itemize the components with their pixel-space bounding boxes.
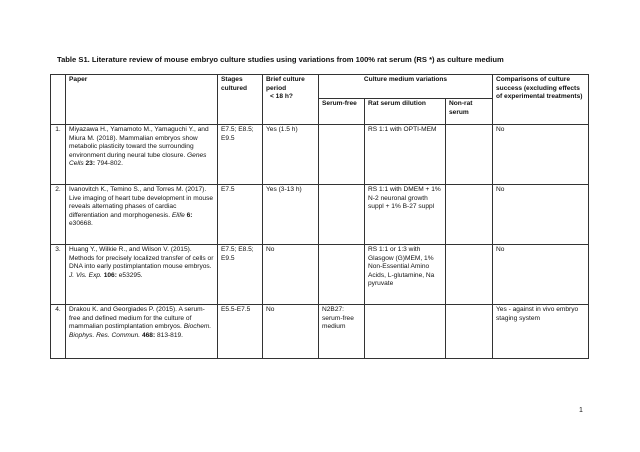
row-comparison: No: [493, 245, 589, 305]
row-non-rat: [446, 125, 493, 185]
paper-journal: J. Vis. Exp.: [69, 271, 102, 279]
row-serum-free: N2B27: serum-free medium: [319, 305, 365, 359]
header-brief-sub: < 18 h?: [270, 93, 293, 101]
row-stages: E7.5: [218, 185, 263, 245]
row-non-rat: [446, 245, 493, 305]
table-title: Table S1. Literature review of mouse embryo culture studies using variations from 100% rat serum (RS *) as culture medium: [57, 55, 504, 64]
row-non-rat: [446, 185, 493, 245]
header-stages: Stages cultured: [218, 75, 263, 125]
row-stages: E7.5; E8.5; E9.5: [218, 245, 263, 305]
row-number: 1.: [51, 125, 66, 185]
header-brief-label: Brief culture period: [266, 76, 305, 92]
paper-citation: Huang Y., Wilkie R., and Wilson V. (2015). Methods for precisely localized transfer of cells or DNA into early postimplantation mouse embryos.: [69, 246, 214, 271]
row-rat-serum: [365, 305, 446, 359]
row-rat-serum: RS 1:1 or 1:3 with Glasgow (G)MEM, 1% Non-Essential Amino Acids, L-glutamine, Na pyruvate: [365, 245, 446, 305]
row-number: 3.: [51, 245, 66, 305]
row-stages: E5.5-E7.5: [218, 305, 263, 359]
header-non-rat: Non-rat serum: [446, 99, 493, 125]
row-serum-free: [319, 185, 365, 245]
row-serum-free: [319, 125, 365, 185]
page-number: 1: [579, 407, 583, 414]
row-paper: [66, 125, 218, 185]
row-paper: [66, 305, 218, 359]
header-brief-period: [263, 75, 319, 125]
row-paper: [66, 185, 218, 245]
literature-review-table: [50, 74, 589, 359]
paper-pages: 794-802.: [96, 160, 123, 168]
row-comparison: Yes - against in vivo embryo staging system: [493, 305, 589, 359]
table-row: [51, 245, 589, 305]
header-culture-variations: Culture medium variations: [319, 75, 493, 99]
row-rat-serum: RS 1:1 with OPTI-MEM: [365, 125, 446, 185]
row-non-rat: [446, 305, 493, 359]
table-row: [51, 185, 589, 245]
paper-journal: Elife: [171, 211, 185, 219]
row-brief: Yes (1.5 h): [263, 125, 319, 185]
paper-volume: 468:: [141, 331, 156, 339]
paper-volume: 6:: [186, 211, 193, 219]
row-number: 2.: [51, 185, 66, 245]
header-paper: Paper: [66, 75, 218, 125]
row-serum-free: [319, 245, 365, 305]
paper-journal: Genes Cells: [69, 151, 207, 168]
header-number: [51, 75, 66, 125]
paper-pages: e53295.: [118, 271, 143, 279]
paper-volume: 23:: [85, 160, 96, 168]
row-stages: E7.5; E8.5; E9.5: [218, 125, 263, 185]
row-brief: Yes (3-13 h): [263, 185, 319, 245]
header-comparisons: Comparisons of culture success (excluding effects of experimental treatments): [493, 75, 589, 125]
paper-volume: 106:: [103, 271, 117, 279]
paper-pages: 813-819.: [156, 331, 184, 339]
paper-citation: Ivanovitch K., Temino S., and Torres M. (2017). Live imaging of heart tube development in mouse reveals alternating phases of cardiac differentiation and morphogenesis.: [69, 186, 214, 219]
header-serum-free: Serum-free: [319, 99, 365, 125]
row-comparison: No: [493, 125, 589, 185]
row-number: 4.: [51, 305, 66, 359]
header-rat-serum: Rat serum dilution: [365, 99, 446, 125]
paper-citation: Drakou K. and Georgiades P. (2015). A serum-free and defined medium for the culture of mammalian postimplantation embryos.: [69, 306, 205, 331]
paper-citation: Miyazawa H., Yamamoto M., Yamaguchi Y., and Miura M. (2018). Mammalian embryos show metabolic plasticity toward the surrounding environment during neural tube closure.: [69, 126, 209, 159]
row-brief: No: [263, 245, 319, 305]
paper-journal: Biochem. Biophys. Res. Commun.: [69, 323, 212, 339]
row-comparison: No: [493, 185, 589, 245]
row-brief: No: [263, 305, 319, 359]
table-row: [51, 305, 589, 359]
row-paper: [66, 245, 218, 305]
paper-pages: e30668.: [69, 220, 93, 228]
table-row: [51, 125, 589, 185]
row-rat-serum: RS 1:1 with DMEM + 1% N-2 neuronal growth suppl + 1% B-27 suppl: [365, 185, 446, 245]
